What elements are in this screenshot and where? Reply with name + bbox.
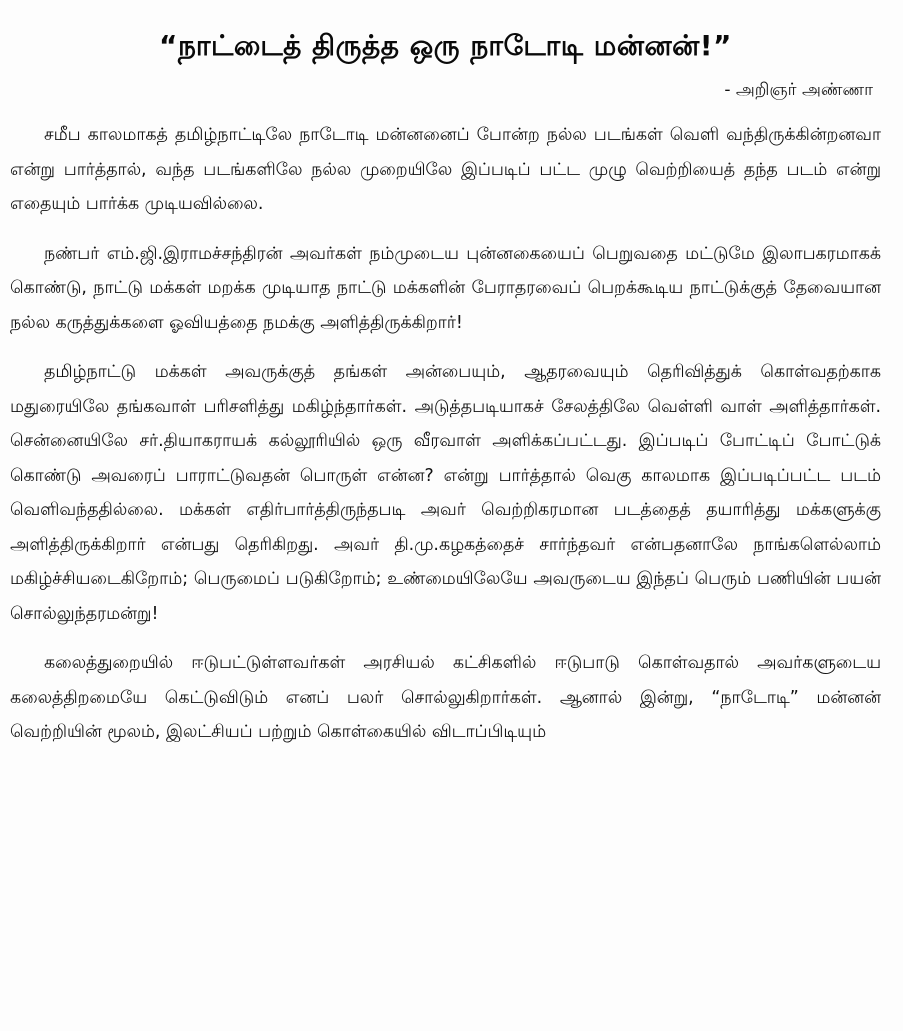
- article-title: “நாட்டைத் திருத்த ஒரு நாடோடி மன்னன்!”: [159, 29, 732, 62]
- author-byline: - அறிஞர் அண்ணா: [724, 80, 873, 100]
- paragraph-4: கலைத்துறையில் ஈடுபட்டுள்ளவர்கள் அரசியல் கட்சிகளில் ஈடுபாடு கொள்வதால் அவர்களுடைய கலைத்திறமையே கெட்டுவிடும் எனப் பலர் சொல்லுகிறார்கள். ஆனால் இன்று, “நாடோடி” மன்னன் வெற்றியின் மூலம், இலட்சியப் பற்றும் கொள்கையில் விடாப்பிடியும்: [10, 653, 881, 742]
- paragraph-3: தமிழ்நாட்டு மக்கள் அவருக்குத் தங்கள் அன்பையும், ஆதரவையும் தெரிவித்துக் கொள்வதற்காக மதுரையிலே தங்கவாள் பரிசளித்து மகிழ்ந்தார்கள். அடுத்தபடியாகச் சேலத்திலே வெள்ளி வாள் அளித்தார்கள். சென்னையிலே சர்.தியாகராயக் கல்லூரியில் ஒரு வீரவாள் அளிக்கப்பட்டது. இப்படிப் போட்டிப் போட்டுக் கொண்டு அவரைப் பாராட்டுவதன் பொருள் என்ன? என்று பார்த்தால் வெகு காலமாக இப்படிப்பட்ட படம் வெளிவந்ததில்லை. மக்கள் எதிர்பார்த்திருந்தபடி அவர் வெற்றிகரமான படத்தைத் தயாரித்து மக்களுக்கு அளித்திருக்கிறார் என்பது தெரிகிறது. அவர் தி.மு.கழகத்தைச் சார்ந்தவர் என்பதனாலே நாங்களெல்லாம் மகிழ்ச்சியடைகிறோம்; பெருமைப் படுகிறோம்; உண்மையிலேயே அவருடைய இந்தப் பெரும் பணியின் பயன் சொல்லுந்தரமன்று!: [10, 362, 881, 624]
- paragraph-1: சமீப காலமாகத் தமிழ்நாட்டிலே நாடோடி மன்னனைப் போன்ற நல்ல படங்கள் வெளி வந்திருக்கின்றனவா என்று பார்த்தால், வந்த படங்களிலே நல்ல முறையிலே இப்படிப் பட்ட முழு வெற்றியைத் தந்த படம் என்று எதையும் பார்க்க முடியவில்லை.: [10, 125, 881, 214]
- paragraph-2: நண்பர் எம்.ஜி.இராமச்சந்திரன் அவர்கள் நம்முடைய புன்னகையைப் பெறுவதை மட்டுமே இலாபகரமாகக் கொண்டு, நாட்டு மக்கள் மறக்க முடியாத நாட்டு மக்களின் பேராதரவைப் பெறக்கூடிய நாட்டுக்குத் தேவையான நல்ல கருத்துக்களை ஓவியத்தை நமக்கு அளித்திருக்கிறார்!: [10, 243, 881, 333]
